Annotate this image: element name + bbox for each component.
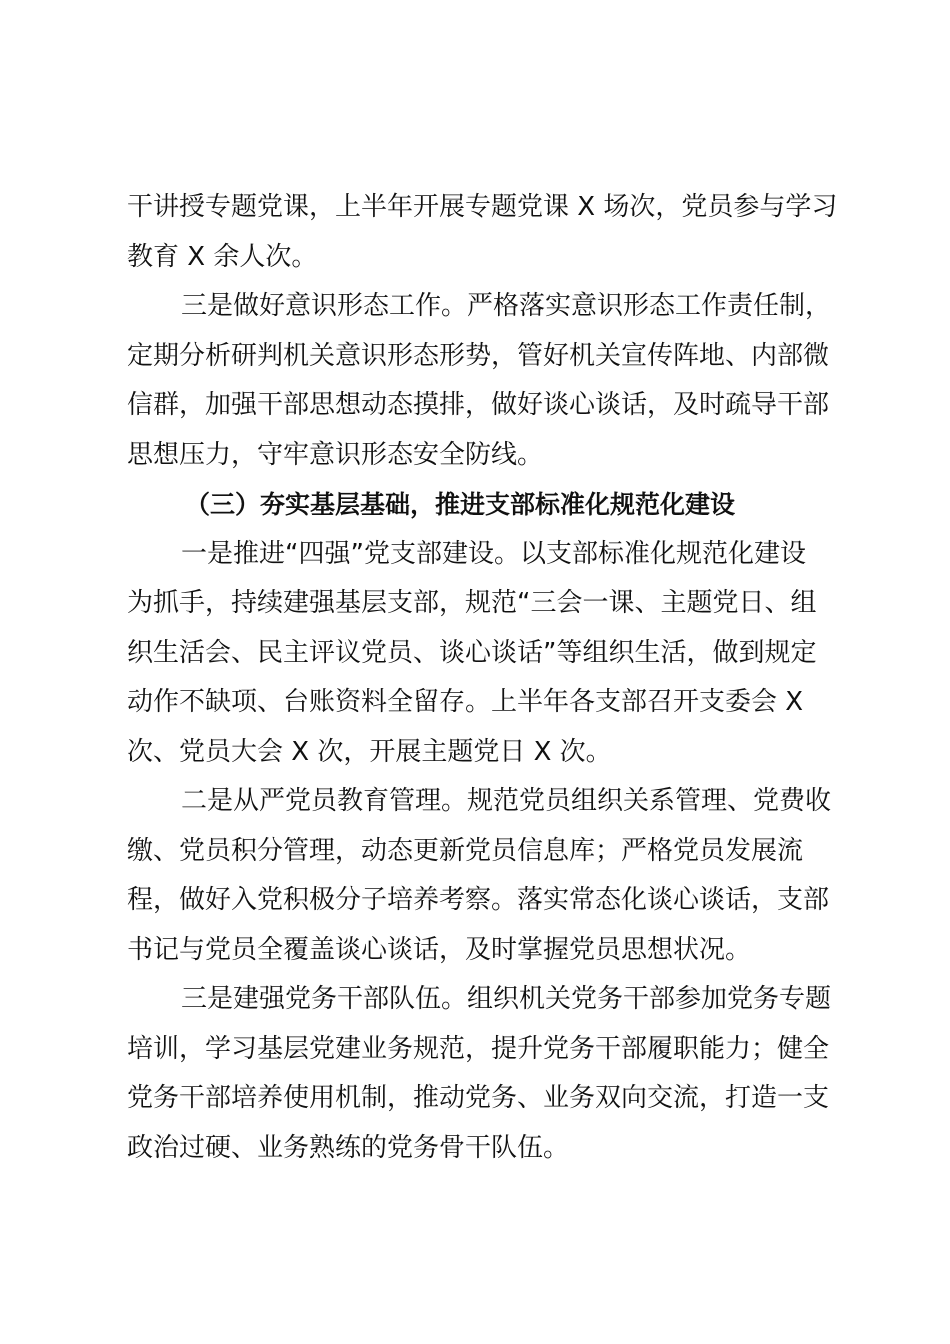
document-body	[127, 183, 843, 1173]
paragraph-start-line: 一是推进“四强”党支部建设。以支部标准化规范化建设	[181, 538, 806, 569]
paragraph-start-line: 三是做好意识形态工作。严格落实意识形态工作责任制，	[181, 291, 832, 321]
text-line: 干讲授专题党课，上半年开展专题党课 X 场次，党员参与学习	[127, 192, 838, 222]
text-line: 信群，加强干部思想动态摸排，做好谈心谈话，及时疏导干部	[127, 390, 830, 420]
section-heading: （三）夯实基层基础，推进支部标准化规范化建设	[185, 490, 736, 519]
text-line: 教育 X 余人次。	[127, 241, 318, 272]
text-line: 缴、党员积分管理，动态更新党员信息库；严格党员发展流	[127, 835, 804, 866]
text-line: 政治过硬、业务熟练的党务骨干队伍。	[127, 1132, 570, 1163]
text-line: 为抓手，持续建强基层支部，规范“三会一课、主题党日、组	[127, 588, 817, 618]
text-line: 动作不缺项、台账资料全留存。上半年各支部召开支委会 X	[127, 687, 804, 717]
text-line: 程，做好入党积极分子培养考察。落实常态化谈心谈话，支部	[127, 885, 830, 915]
paragraph-start-line: 三是建强党务干部队伍。组织机关党务干部参加党务专题	[181, 984, 832, 1014]
text-line: 织生活会、民主评议党员、谈心谈话”等组织生活，做到规定	[127, 637, 817, 668]
text-line: 党务干部培养使用机制，推动党务、业务双向交流，打造一支	[127, 1083, 830, 1113]
paragraph-start-line: 二是从严党员教育管理。规范党员组织关系管理、党费收	[181, 786, 832, 816]
text-line: 书记与党员全覆盖谈心谈话，及时掌握党员思想状况。	[127, 934, 752, 965]
text-line: 次、党员大会 X 次，开展主题党日 X 次。	[127, 736, 612, 767]
text-line: 思想压力，守牢意识形态安全防线。	[127, 439, 544, 470]
text-line: 培训，学习基层党建业务规范，提升党务干部履职能力；健全	[127, 1033, 830, 1064]
text-line: 定期分析研判机关意识形态形势，管好机关宣传阵地、内部微	[127, 340, 830, 371]
